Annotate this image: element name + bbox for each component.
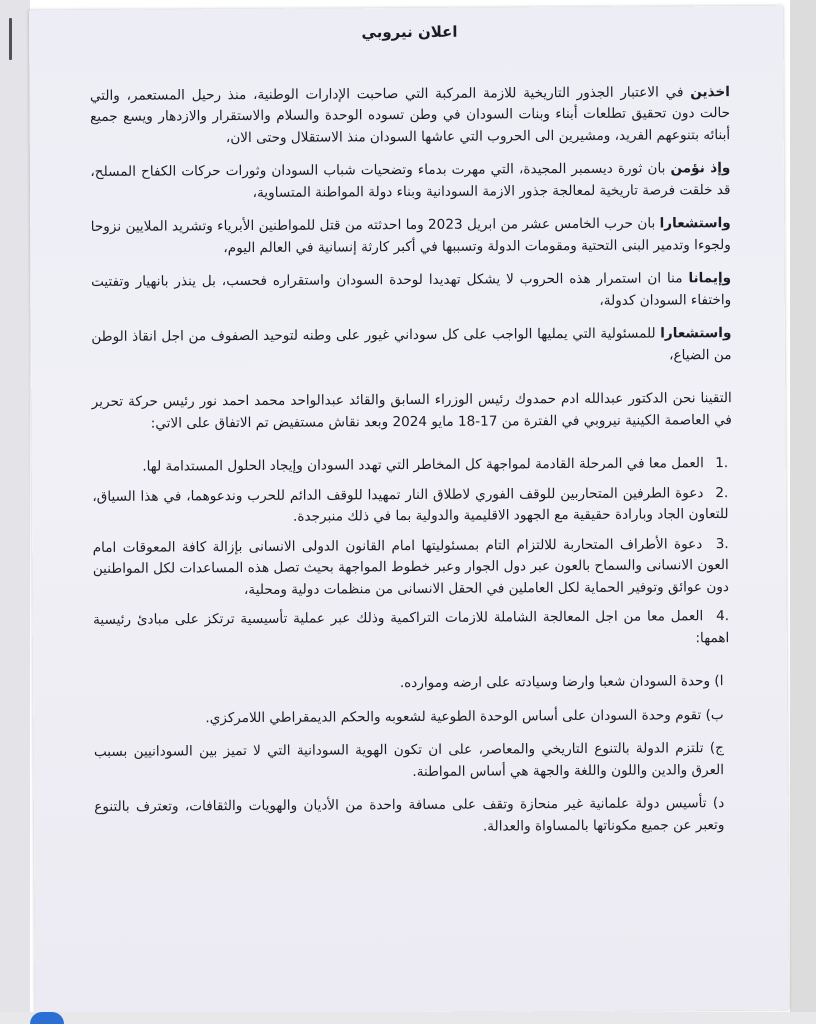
document-title: اعلان نيروبي	[361, 22, 458, 42]
page-edge-mark	[9, 18, 12, 60]
agreement-item	[92, 483, 732, 530]
principle-label: د)	[712, 795, 725, 812]
principle-item	[94, 705, 734, 730]
paragraph-lead: وإيمانا	[688, 270, 732, 287]
agreement-number: .4	[716, 608, 730, 625]
paragraph-text: للمسئولية التي يمليها الواجب على كل سوداني غيور على وطنه لتوحيد الصفوف من اجل انقاذ الوطن من الضياع،	[91, 325, 732, 363]
principle-text: وحدة السودان شعبا وارضا وسيادته على ارضه وموارده.	[399, 673, 711, 692]
principle-text: تأسيس دولة علمانية غير منحازة وتقف على مسافة واحدة من الأديان والهويات والثقافات، وتعترف بالتنوع وتعبر عن جميع مكوناتها بالمساواة والعدالة.	[94, 795, 725, 835]
paragraph-lead: وإذ نؤمن	[670, 160, 731, 177]
agreement-text: دعوة الطرفين المتحاربين للوقف الفوري لاطلاق النار تمهيدا للوقف الدائم للحرب وندعوهما، في هذا السياق، للتعاون الجاد وبارادة حقيقية مع الجهود الاقليمية والدولية بما في ذلك منبرجدة.	[92, 484, 729, 525]
paragraph-text: بان ثورة ديسمبر المجيدة، التي مهرت بدماء وتضحيات شباب السودان وثورات حركات الكفاح المسلح، قد خلقت فرصة تاريخية لمعالجة جذور الازمة السودانية وبناء دولة المواطنة المتساوية،	[90, 160, 731, 201]
paragraph-text: بان حرب الخامس عشر من ابريل 2023 وما احدثته من قتل للمواطنين الأبرياء وتشريد الملايين نزوحا ولجوءا وتدمير البنى التحتية ومقومات الدولة وتسببها في أكبر كارثة إنسانية في العالم اليوم،	[90, 215, 731, 256]
paragraph-text: في الاعتبار الجذور التاريخية للازمة المركبة التي صاحبت الإدارات الوطنية، منذ رحيل المستعمر، والتي حالت دون تحقيق تطلعات أبناء وبنات السودان في وطن تسوده الوحدة والسلام والاستقرار والازدهار ويسع جميع أبنائه بتنوعهم الفريد، ومشيرين الى الحروب التي عاشها السودان منذ الاستقلال وحتى الان،	[89, 83, 731, 146]
bottom-strip	[0, 1012, 816, 1024]
corner-app-icon	[30, 1012, 64, 1024]
principle-label: ج)	[709, 740, 724, 757]
paragraph-lead: اخذين	[690, 83, 730, 100]
right-margin	[790, 0, 816, 1024]
agreement-item	[93, 606, 733, 653]
agreement-number: .2	[715, 484, 729, 501]
principle-item	[93, 671, 733, 696]
agreement-number: .1	[715, 455, 729, 472]
preamble-paragraph	[91, 323, 731, 370]
principle-item	[94, 738, 734, 785]
preamble-paragraph	[91, 213, 731, 260]
left-margin	[0, 0, 30, 1024]
principle-text: تلتزم الدولة بالتنوع التاريخي والمعاصر، على ان تكون الهوية السودانية التي لا تميز بين السودانيين بسبب العرق والدين واللون واللغة والجهة هي أساس المواطنة.	[93, 740, 725, 780]
paragraph-lead: واستشعارا	[660, 325, 732, 342]
principle-label: ب)	[705, 706, 724, 723]
meeting-paragraph: التقينا نحن الدكتور عبدالله ادم حمدوك رئيس الوزراء السابق والقائد عبدالواحد محمد احمد نور رئيس حركة تحرير في العاصمة الكينية نيروبي في الفترة من 17-18 مايو 2024 وبعد نقاش مستفيض تم الاتفاق على الاتي:	[91, 390, 732, 432]
agreement-item	[92, 453, 732, 478]
agreement-text: العمل معا من اجل المعالجة الشاملة للازمات التراكمية وذلك عبر عملية تأسيسية ترتكز على مبادئ رئيسية اهمها:	[93, 608, 730, 646]
agreement-text: العمل معا في المرحلة القادمة لمواجهة كل المخاطر التي تهدد السودان وإيجاد الحلول المستدامة لها.	[142, 455, 704, 475]
preamble-paragraph	[91, 268, 731, 315]
preamble-paragraph	[90, 82, 730, 150]
principle-text: تقوم وحدة السودان على أساس الوحدة الطوعية لشعوبه والحكم الديمقراطي اللامركزي.	[205, 706, 702, 726]
agreement-text: دعوة الأطراف المتحاربة للالتزام التام بمسئوليتها امام القانون الدولى الانسانى بإزالة كافة المعوقات امام العون الانسانى والسماح بالعون عبر دول الجوار وعبر خطوط المواجهة بحيث تصل هذه المساعدات لكل المواطنين دون عوائق وتوفير الحماية لكل العاملين في الحقل الانسانى من منظمات دولية ومحلية،	[92, 535, 729, 598]
preamble-paragraph	[90, 158, 730, 205]
agreement-item	[93, 534, 733, 602]
paragraph-text: منا ان استمرار هذه الحروب لا يشكل تهديدا لوحدة السودان واستقراره فحسب، بل ينذر بانهيار وتفتيت واختفاء السودان كدولة،	[91, 270, 732, 309]
paragraph-lead: واستشعارا	[659, 215, 731, 232]
principle-item	[94, 793, 734, 840]
principle-label: ا)	[714, 673, 724, 690]
document-body	[89, 20, 734, 852]
agreement-number: .3	[715, 535, 729, 552]
